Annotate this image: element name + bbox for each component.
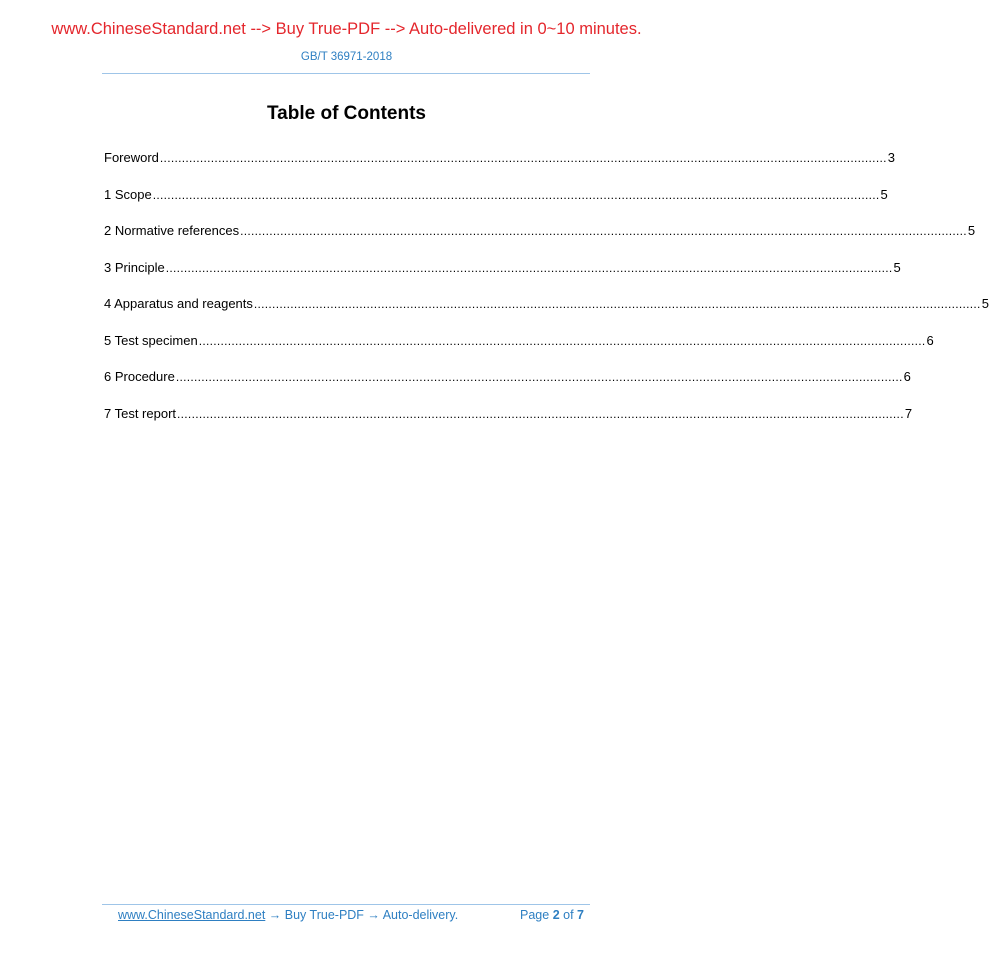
- toc-entry-label: 4 Apparatus and reagents: [104, 296, 253, 311]
- toc-entry-label: 2 Normative references: [104, 223, 240, 238]
- toc-entry-page: 3: [887, 150, 895, 165]
- toc-title: Table of Contents: [266, 103, 427, 124]
- dot-leader: ........................................................................................................................................................................................................: [175, 370, 903, 384]
- dot-leader: ........................................................................................................................................................................................................: [152, 187, 880, 202]
- toc-entry-apparatus-and-reagents[interactable]: [104, 296, 989, 333]
- of-word: of: [563, 908, 574, 922]
- dot-leader: ........................................................................................................................................................................................................: [198, 333, 926, 348]
- toc-entry-page: 6: [903, 369, 911, 384]
- toc-entry-label: 3 Principle: [104, 259, 165, 275]
- toc-entry-scope[interactable]: [104, 186, 888, 224]
- promo-banner: www.ChineseStandard.net --> Buy True-PDF --> Auto-delivered in 0~10 minutes.: [51, 20, 642, 38]
- footer-site-link[interactable]: www.ChineseStandard.net: [118, 908, 266, 922]
- page-indicator: [520, 907, 584, 923]
- toc-entry-procedure[interactable]: [104, 369, 911, 406]
- toc-entry-page: 5: [893, 259, 901, 275]
- page-footer: [118, 907, 584, 923]
- dot-leader: ........................................................................................................................................................................................................: [240, 224, 967, 238]
- toc-entry-label: Foreword: [104, 150, 159, 165]
- page-word: Page: [520, 908, 550, 922]
- toc-entry-test-report[interactable]: [104, 405, 913, 443]
- toc-entry-label: 6 Procedure: [104, 369, 175, 384]
- dot-leader: ........................................................................................................................................................................................................: [253, 297, 981, 311]
- dot-leader: ........................................................................................................................................................................................................: [165, 260, 893, 275]
- toc-entry-page: 5: [967, 223, 976, 238]
- toc-list: [104, 150, 989, 442]
- footer-divider: [102, 904, 590, 905]
- footer-left: [118, 907, 458, 923]
- toc-entry-foreword[interactable]: [104, 150, 895, 187]
- toc-entry-test-specimen[interactable]: [104, 332, 934, 370]
- toc-entry-principle[interactable]: [104, 259, 901, 297]
- toc-entry-page: 5: [981, 296, 989, 311]
- dot-leader: ........................................................................................................................................................................................................: [177, 406, 904, 421]
- toc-entry-page: 7: [904, 405, 913, 421]
- toc-entry-page: 6: [926, 332, 934, 348]
- standard-code-header: GB/T 36971-2018: [300, 51, 393, 63]
- header-divider: [102, 73, 590, 74]
- toc-entry-label: 1 Scope: [104, 186, 152, 202]
- toc-entry-label: 7 Test report: [104, 405, 177, 421]
- current-page-number: 2: [552, 908, 560, 922]
- toc-entry-label: 5 Test specimen: [104, 332, 198, 348]
- dot-leader: ........................................................................................................................................................................................................: [159, 151, 887, 165]
- total-pages-number: 7: [577, 908, 584, 922]
- toc-entry-normative-references[interactable]: [104, 223, 976, 260]
- toc-entry-page: 5: [880, 186, 888, 202]
- footer-tagline: → Buy True-PDF → Auto-delivery.: [265, 908, 459, 922]
